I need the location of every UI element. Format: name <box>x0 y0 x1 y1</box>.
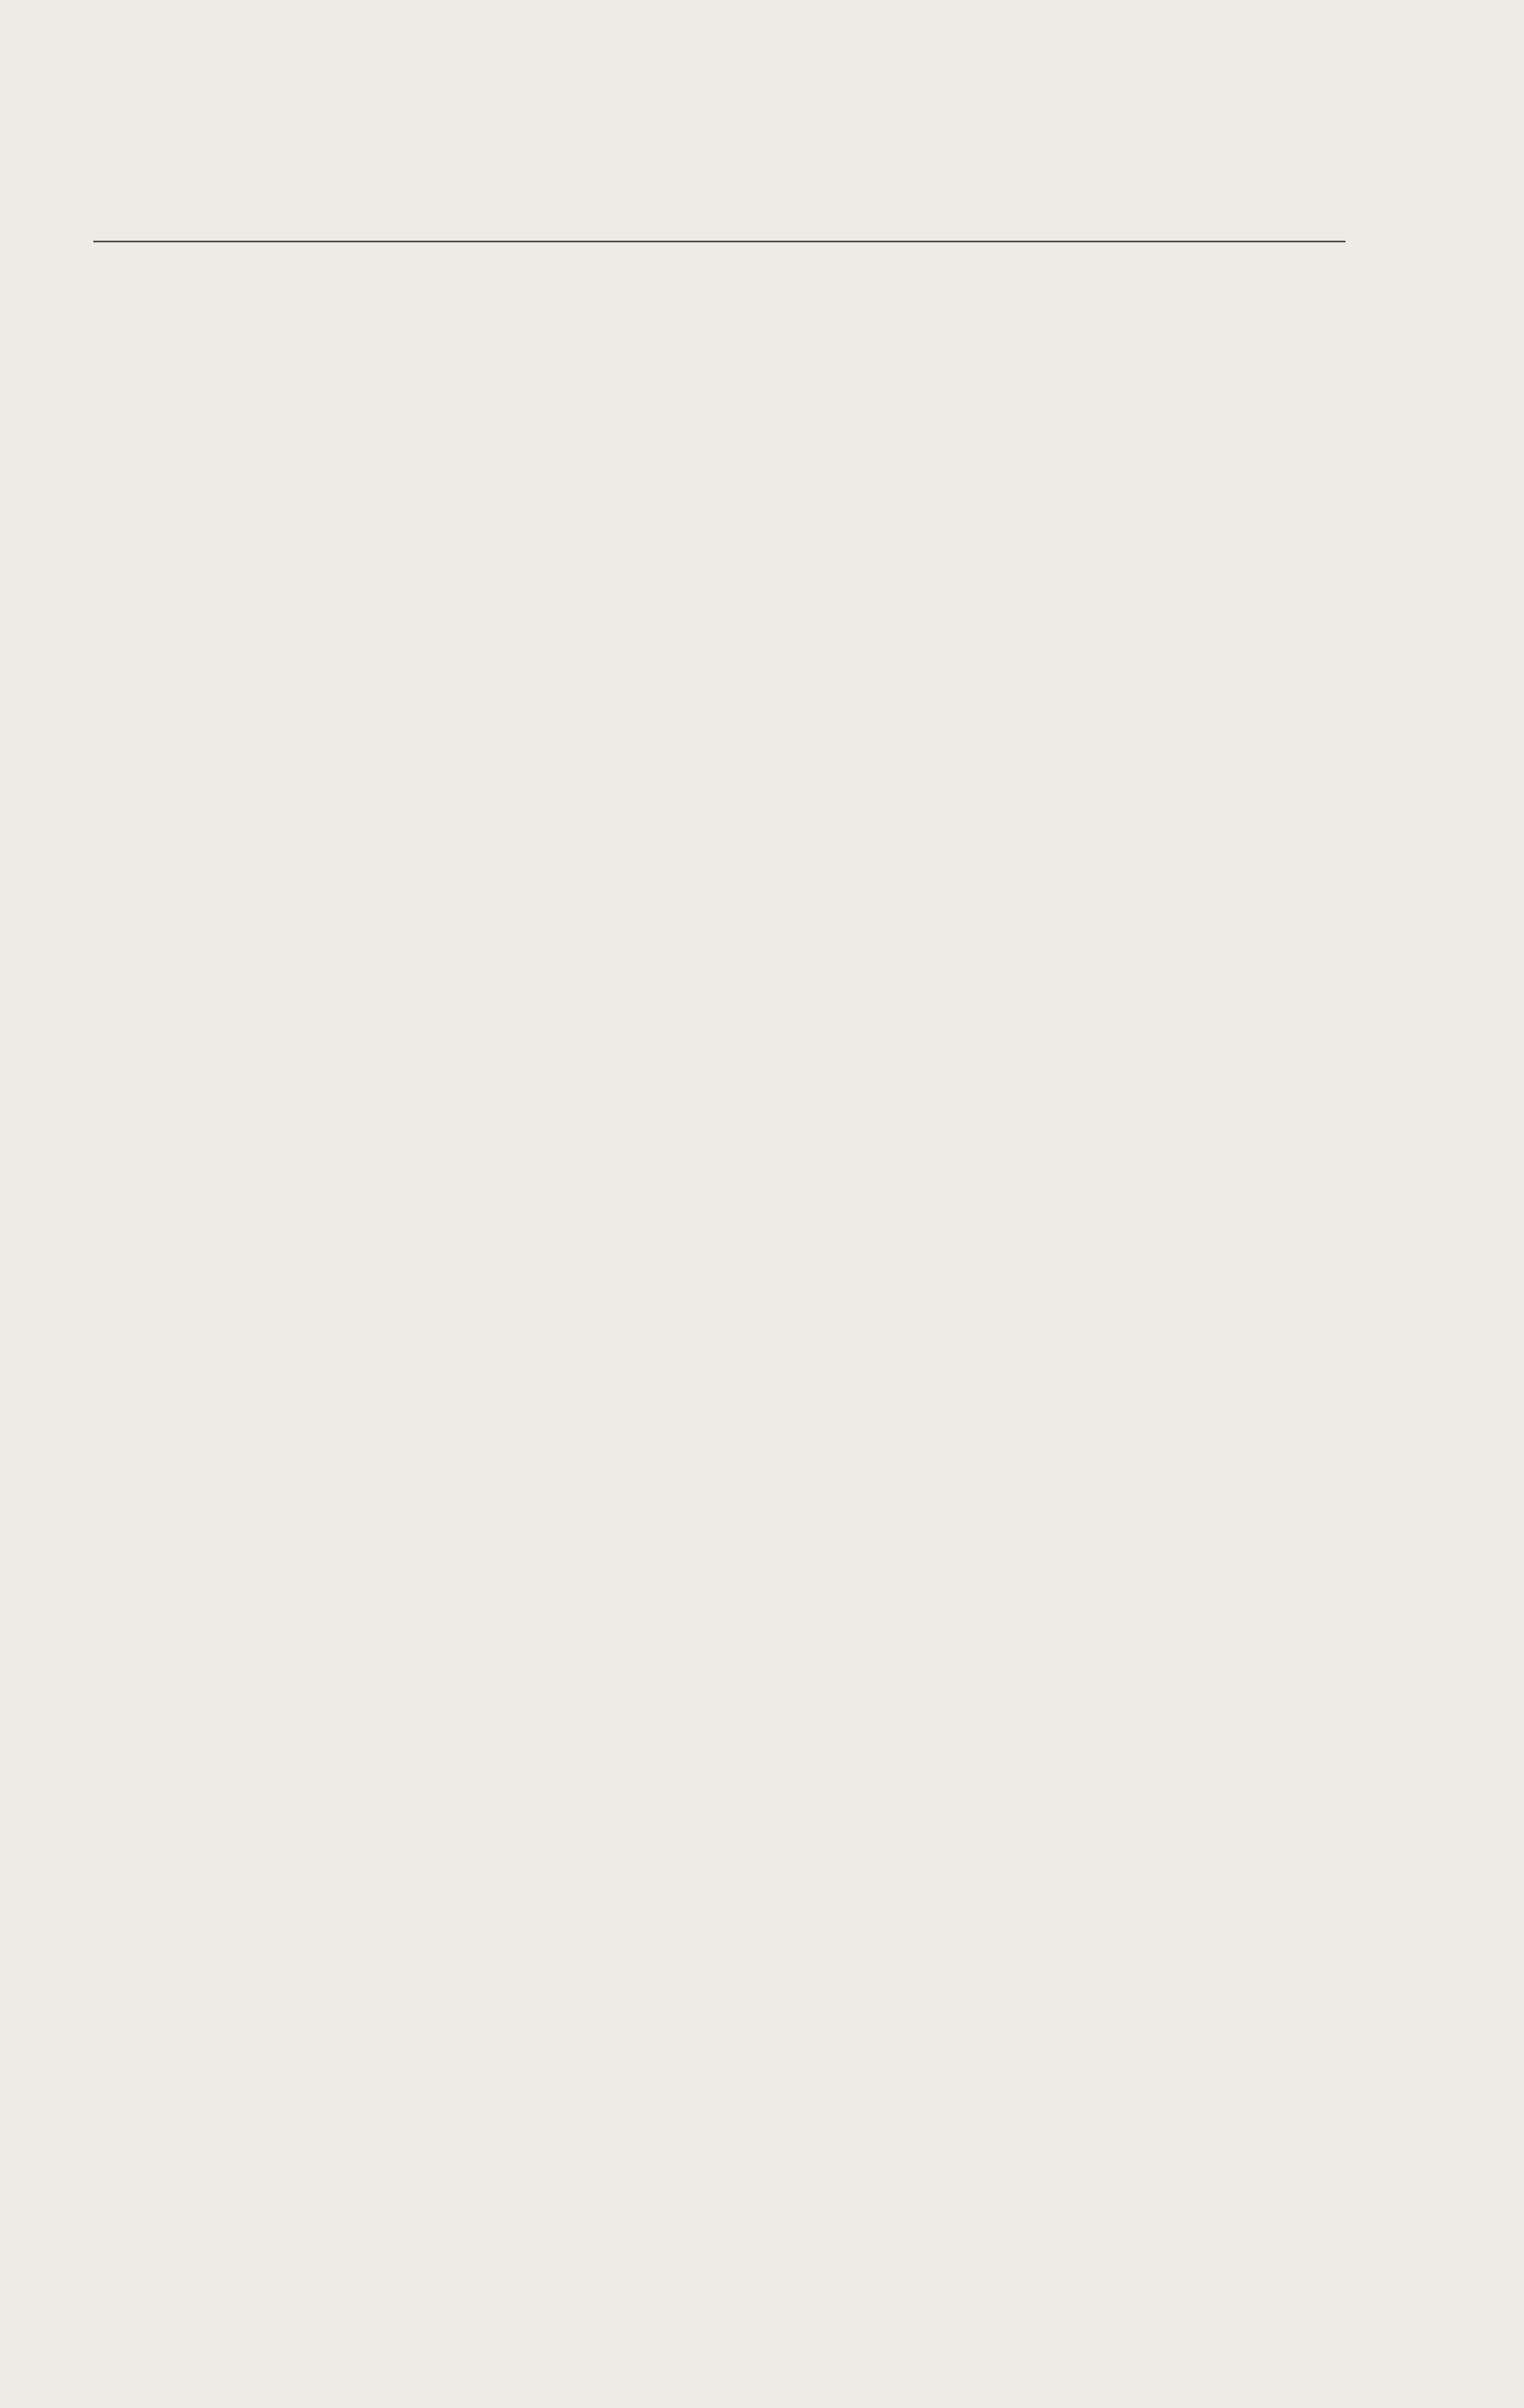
page-header <box>93 170 1345 224</box>
section-heading-house <box>32 494 1524 535</box>
header-rule <box>93 241 1345 242</box>
section-heading-estimates <box>32 346 1524 387</box>
section-heading-march-break <box>32 620 1524 661</box>
index-content <box>0 293 1524 684</box>
